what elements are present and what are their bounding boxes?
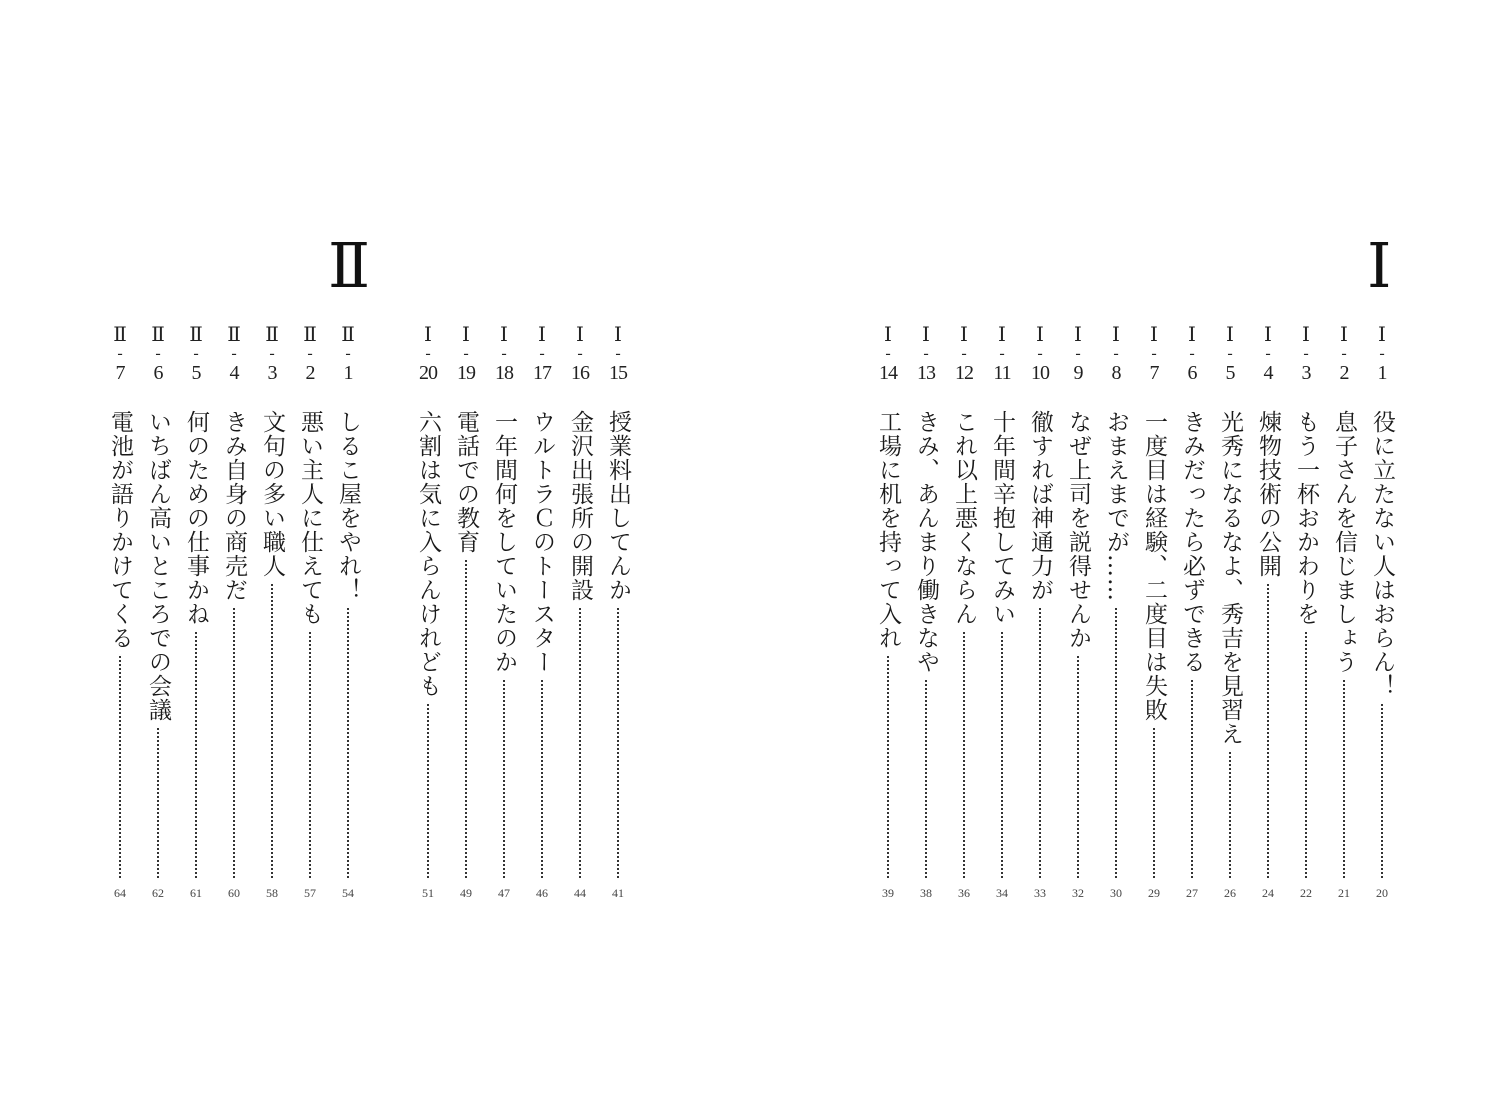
dot-leader bbox=[925, 680, 927, 878]
entry-number-roman: Ⅰ bbox=[1264, 324, 1272, 346]
entry-title: 一年間何をしていたのか bbox=[491, 410, 517, 674]
entry-number-separator: - bbox=[1037, 345, 1043, 362]
entry-number bbox=[257, 324, 287, 384]
entry-body bbox=[1253, 410, 1283, 878]
toc-entry[interactable] bbox=[1139, 324, 1169, 904]
entry-body bbox=[219, 410, 249, 878]
dot-leader bbox=[157, 728, 159, 878]
entry-number-separator: - bbox=[1227, 345, 1233, 362]
entry-number-value: 16 bbox=[571, 362, 589, 384]
entry-page-number: 58 bbox=[266, 886, 278, 900]
toc-entry[interactable] bbox=[181, 324, 211, 904]
dot-leader bbox=[347, 608, 349, 878]
entry-number-value: 13 bbox=[917, 362, 935, 384]
entry-number-value: 11 bbox=[993, 362, 1011, 384]
dot-leader bbox=[119, 656, 121, 878]
entry-number-roman: Ⅱ bbox=[151, 324, 165, 346]
entry-number-separator: - bbox=[117, 345, 123, 362]
entry-number bbox=[873, 324, 903, 384]
entry-body bbox=[1291, 410, 1321, 878]
entry-number bbox=[1291, 324, 1321, 384]
entry-body bbox=[1063, 410, 1093, 878]
toc-entry[interactable] bbox=[1367, 324, 1397, 904]
entry-body bbox=[949, 410, 979, 878]
entry-number-roman: Ⅰ bbox=[960, 324, 968, 346]
entry-number-value: 15 bbox=[609, 362, 627, 384]
entry-title: しるこ屋をやれ！ bbox=[335, 410, 361, 602]
entry-page-number: 44 bbox=[574, 886, 586, 900]
entry-body bbox=[105, 410, 135, 878]
entry-number-value: 5 bbox=[1225, 362, 1235, 384]
entry-number-roman: Ⅰ bbox=[998, 324, 1006, 346]
dot-leader bbox=[1115, 608, 1117, 878]
entry-number-value: 1 bbox=[343, 362, 353, 384]
entry-number-separator: - bbox=[307, 345, 313, 362]
entry-number-roman: Ⅱ bbox=[189, 324, 203, 346]
entry-page-number: 30 bbox=[1110, 886, 1122, 900]
entry-number bbox=[603, 324, 633, 384]
entry-number-value: 12 bbox=[955, 362, 973, 384]
entry-title: 電池が語りかけてくる bbox=[107, 410, 133, 650]
entry-number-separator: - bbox=[961, 345, 967, 362]
entry-number bbox=[1215, 324, 1245, 384]
entry-number-roman: Ⅰ bbox=[614, 324, 622, 346]
entry-page-number: 34 bbox=[996, 886, 1008, 900]
entry-number bbox=[333, 324, 363, 384]
dot-leader bbox=[233, 608, 235, 878]
entry-number-separator: - bbox=[269, 345, 275, 362]
entry-number-value: 10 bbox=[1031, 362, 1049, 384]
entry-number-roman: Ⅰ bbox=[424, 324, 432, 346]
entry-number-roman: Ⅰ bbox=[1074, 324, 1082, 346]
entry-page-number: 26 bbox=[1224, 886, 1236, 900]
entry-page-number: 22 bbox=[1300, 886, 1312, 900]
toc-entry[interactable] bbox=[949, 324, 979, 904]
entry-number-roman: Ⅱ bbox=[265, 324, 279, 346]
entry-body bbox=[295, 410, 325, 878]
entry-number-separator: - bbox=[923, 345, 929, 362]
entry-body bbox=[257, 410, 287, 878]
entry-page-number: 61 bbox=[190, 886, 202, 900]
entry-number-value: 7 bbox=[115, 362, 125, 384]
dot-leader bbox=[1343, 680, 1345, 878]
toc-entry[interactable] bbox=[1025, 324, 1055, 904]
toc-entry[interactable] bbox=[257, 324, 287, 904]
entry-number-separator: - bbox=[1379, 345, 1385, 362]
entry-number-separator: - bbox=[1303, 345, 1309, 362]
toc-entry[interactable] bbox=[105, 324, 135, 904]
entry-number bbox=[527, 324, 557, 384]
entry-number-roman: Ⅰ bbox=[1378, 324, 1386, 346]
entry-number bbox=[1329, 324, 1359, 384]
entry-number-roman: Ⅱ bbox=[341, 324, 355, 346]
entry-page-number: 41 bbox=[612, 886, 624, 900]
entry-body bbox=[1025, 410, 1055, 878]
entry-number-roman: Ⅰ bbox=[1150, 324, 1158, 346]
dot-leader bbox=[427, 704, 429, 878]
toc-entry[interactable] bbox=[1063, 324, 1093, 904]
entry-title: ウルトラＣのトースター bbox=[529, 410, 555, 674]
entry-number bbox=[1177, 324, 1207, 384]
dot-leader bbox=[503, 680, 505, 878]
dot-leader bbox=[887, 656, 889, 878]
entry-page-number: 36 bbox=[958, 886, 970, 900]
entry-number-roman: Ⅰ bbox=[1302, 324, 1310, 346]
entry-number-value: 18 bbox=[495, 362, 513, 384]
entry-title: 息子さんを信じましょう bbox=[1331, 410, 1357, 674]
toc-entry[interactable] bbox=[1329, 324, 1359, 904]
entry-number-separator: - bbox=[501, 345, 507, 362]
entry-body bbox=[1101, 410, 1131, 878]
entry-page-number: 20 bbox=[1376, 886, 1388, 900]
entry-title: 一度目は経験、二度目は失敗 bbox=[1141, 410, 1167, 722]
dot-leader bbox=[579, 608, 581, 878]
entry-body bbox=[873, 410, 903, 878]
entry-number bbox=[1063, 324, 1093, 384]
entry-number-separator: - bbox=[345, 345, 351, 362]
entry-title: これ以上悪くならん bbox=[951, 410, 977, 626]
entry-title: 十年間辛抱してみい bbox=[989, 410, 1015, 626]
entry-number-separator: - bbox=[615, 345, 621, 362]
entry-number-value: 19 bbox=[457, 362, 475, 384]
entry-page-number: 38 bbox=[920, 886, 932, 900]
entry-number-value: 6 bbox=[153, 362, 163, 384]
entry-page-number: 62 bbox=[152, 886, 164, 900]
entry-number-value: 14 bbox=[879, 362, 897, 384]
dot-leader bbox=[541, 680, 543, 878]
toc-entry[interactable] bbox=[911, 324, 941, 904]
entry-body bbox=[333, 410, 363, 878]
entry-title: 徹すれば神通力が bbox=[1027, 410, 1053, 602]
entry-number-roman: Ⅰ bbox=[1340, 324, 1348, 346]
toc-entry[interactable] bbox=[489, 324, 519, 904]
toc-entry[interactable] bbox=[413, 324, 443, 904]
entry-number bbox=[451, 324, 481, 384]
toc-entry[interactable] bbox=[295, 324, 325, 904]
entry-number-value: 8 bbox=[1111, 362, 1121, 384]
section-2-mark: Ⅱ bbox=[328, 233, 371, 301]
entry-number bbox=[105, 324, 135, 384]
entry-page-number: 57 bbox=[304, 886, 316, 900]
entry-number-separator: - bbox=[539, 345, 545, 362]
entry-number-separator: - bbox=[463, 345, 469, 362]
entry-page-number: 32 bbox=[1072, 886, 1084, 900]
entry-number bbox=[143, 324, 173, 384]
entry-title: 役に立たない人はおらん！ bbox=[1369, 410, 1395, 698]
entry-title: 六割は気に入らんけれども bbox=[415, 410, 441, 698]
dot-leader bbox=[1039, 608, 1041, 878]
entry-number bbox=[295, 324, 325, 384]
entry-body bbox=[451, 410, 481, 878]
entry-number-separator: - bbox=[155, 345, 161, 362]
entry-number bbox=[1101, 324, 1131, 384]
entry-title: きみ自身の商売だ bbox=[221, 410, 247, 602]
entry-number-roman: Ⅰ bbox=[462, 324, 470, 346]
entry-number-roman: Ⅰ bbox=[538, 324, 546, 346]
entry-number-roman: Ⅰ bbox=[1226, 324, 1234, 346]
entry-number-roman: Ⅰ bbox=[922, 324, 930, 346]
entry-body bbox=[527, 410, 557, 878]
dot-leader bbox=[617, 608, 619, 878]
entry-body bbox=[1367, 410, 1397, 878]
dot-leader bbox=[271, 584, 273, 878]
section-1-mark: Ⅰ bbox=[1367, 233, 1392, 301]
entry-title: 電話での教育 bbox=[453, 410, 479, 554]
dot-leader bbox=[1267, 584, 1269, 878]
entry-number-separator: - bbox=[1341, 345, 1347, 362]
entry-body bbox=[911, 410, 941, 878]
entry-body bbox=[413, 410, 443, 878]
entry-number-separator: - bbox=[1151, 345, 1157, 362]
entry-number-separator: - bbox=[1113, 345, 1119, 362]
entry-number bbox=[181, 324, 211, 384]
toc-entry[interactable] bbox=[1291, 324, 1321, 904]
entry-number-separator: - bbox=[1265, 345, 1271, 362]
entry-title: いちばん高いところでの会議 bbox=[145, 410, 171, 722]
entry-number-roman: Ⅱ bbox=[227, 324, 241, 346]
dot-leader bbox=[1191, 680, 1193, 878]
entry-number bbox=[1367, 324, 1397, 384]
toc-entry[interactable] bbox=[143, 324, 173, 904]
entry-number-roman: Ⅰ bbox=[1112, 324, 1120, 346]
entry-title: 煉物技術の公開 bbox=[1255, 410, 1281, 578]
toc-entry[interactable] bbox=[1215, 324, 1245, 904]
entry-number-separator: - bbox=[577, 345, 583, 362]
entry-page-number: 33 bbox=[1034, 886, 1046, 900]
entry-title: なぜ上司を説得せんか bbox=[1065, 410, 1091, 650]
entry-page-number: 21 bbox=[1338, 886, 1350, 900]
entry-title: きみだったら必ずできる bbox=[1179, 410, 1205, 674]
entry-number bbox=[949, 324, 979, 384]
dot-leader bbox=[1305, 632, 1307, 878]
entry-number bbox=[911, 324, 941, 384]
entry-number-separator: - bbox=[1075, 345, 1081, 362]
dot-leader bbox=[1077, 656, 1079, 878]
entry-page-number: 49 bbox=[460, 886, 472, 900]
entry-title: 文句の多い職人 bbox=[259, 410, 285, 578]
entry-page-number: 24 bbox=[1262, 886, 1274, 900]
entry-title: 何のための仕事かね bbox=[183, 410, 209, 626]
dot-leader bbox=[465, 560, 467, 878]
dot-leader bbox=[309, 632, 311, 878]
entry-number bbox=[413, 324, 443, 384]
entry-number-value: 2 bbox=[305, 362, 315, 384]
entry-body bbox=[1329, 410, 1359, 878]
dot-leader bbox=[195, 632, 197, 878]
entry-number-value: 6 bbox=[1187, 362, 1197, 384]
entry-body bbox=[143, 410, 173, 878]
entry-page-number: 60 bbox=[228, 886, 240, 900]
entry-number-separator: - bbox=[425, 345, 431, 362]
entry-number bbox=[1253, 324, 1283, 384]
entry-title: 悪い主人に仕えても bbox=[297, 410, 323, 626]
entry-page-number: 51 bbox=[422, 886, 434, 900]
entry-number bbox=[1139, 324, 1169, 384]
toc-entry[interactable] bbox=[451, 324, 481, 904]
dot-leader bbox=[1381, 704, 1383, 878]
entry-body bbox=[181, 410, 211, 878]
entry-number-value: 7 bbox=[1149, 362, 1159, 384]
entry-number-value: 17 bbox=[533, 362, 551, 384]
entry-body bbox=[1139, 410, 1169, 878]
entry-number-roman: Ⅱ bbox=[113, 324, 127, 346]
entry-page-number: 27 bbox=[1186, 886, 1198, 900]
entry-body bbox=[489, 410, 519, 878]
entry-title: 工場に机を持って入れ bbox=[875, 410, 901, 650]
toc-entry[interactable] bbox=[333, 324, 363, 904]
entry-number-separator: - bbox=[1189, 345, 1195, 362]
entry-title: もう一杯おかわりを bbox=[1293, 410, 1319, 626]
entry-number-value: 1 bbox=[1377, 362, 1387, 384]
entry-title: 光秀になるなよ、秀吉を見習え bbox=[1217, 410, 1243, 746]
entry-number-separator: - bbox=[999, 345, 1005, 362]
entry-number-value: 3 bbox=[1301, 362, 1311, 384]
entry-number-value: 5 bbox=[191, 362, 201, 384]
toc-entry[interactable] bbox=[603, 324, 633, 904]
entry-number-separator: - bbox=[193, 345, 199, 362]
entry-number-value: 20 bbox=[419, 362, 437, 384]
entry-title: おまえまでが…… bbox=[1103, 410, 1129, 602]
toc-entry[interactable] bbox=[565, 324, 595, 904]
entry-page-number: 46 bbox=[536, 886, 548, 900]
entry-number-value: 3 bbox=[267, 362, 277, 384]
entry-number bbox=[219, 324, 249, 384]
entry-number-roman: Ⅰ bbox=[500, 324, 508, 346]
entry-number-roman: Ⅰ bbox=[884, 324, 892, 346]
entry-number bbox=[1025, 324, 1055, 384]
entry-number-roman: Ⅰ bbox=[576, 324, 584, 346]
entry-body bbox=[565, 410, 595, 878]
toc-entry[interactable] bbox=[1101, 324, 1131, 904]
entry-body bbox=[987, 410, 1017, 878]
dot-leader bbox=[1153, 728, 1155, 878]
entry-page-number: 64 bbox=[114, 886, 126, 900]
toc-entry[interactable] bbox=[987, 324, 1017, 904]
entry-body bbox=[1177, 410, 1207, 878]
toc-entry[interactable] bbox=[1253, 324, 1283, 904]
toc-entry[interactable] bbox=[873, 324, 903, 904]
dot-leader bbox=[963, 632, 965, 878]
entry-number bbox=[489, 324, 519, 384]
entry-number-value: 4 bbox=[1263, 362, 1273, 384]
entry-number-separator: - bbox=[885, 345, 891, 362]
entry-page-number: 47 bbox=[498, 886, 510, 900]
dot-leader bbox=[1001, 632, 1003, 878]
dot-leader bbox=[1229, 752, 1231, 878]
entry-body bbox=[603, 410, 633, 878]
toc-entry[interactable] bbox=[527, 324, 557, 904]
toc-entry[interactable] bbox=[219, 324, 249, 904]
entry-number-value: 9 bbox=[1073, 362, 1083, 384]
entry-number-roman: Ⅰ bbox=[1036, 324, 1044, 346]
entry-title: 金沢出張所の開設 bbox=[567, 410, 593, 602]
entry-page-number: 54 bbox=[342, 886, 354, 900]
entry-title: きみ、あんまり働きなや bbox=[913, 410, 939, 674]
entry-number-roman: Ⅱ bbox=[303, 324, 317, 346]
entry-number-separator: - bbox=[231, 345, 237, 362]
entry-page-number: 29 bbox=[1148, 886, 1160, 900]
toc-entry[interactable] bbox=[1177, 324, 1207, 904]
entry-number bbox=[987, 324, 1017, 384]
entry-page-number: 39 bbox=[882, 886, 894, 900]
entry-number-value: 4 bbox=[229, 362, 239, 384]
entry-number-value: 2 bbox=[1339, 362, 1349, 384]
entry-title: 授業料出してんか bbox=[605, 410, 631, 602]
entry-body bbox=[1215, 410, 1245, 878]
entry-number bbox=[565, 324, 595, 384]
entry-number-roman: Ⅰ bbox=[1188, 324, 1196, 346]
